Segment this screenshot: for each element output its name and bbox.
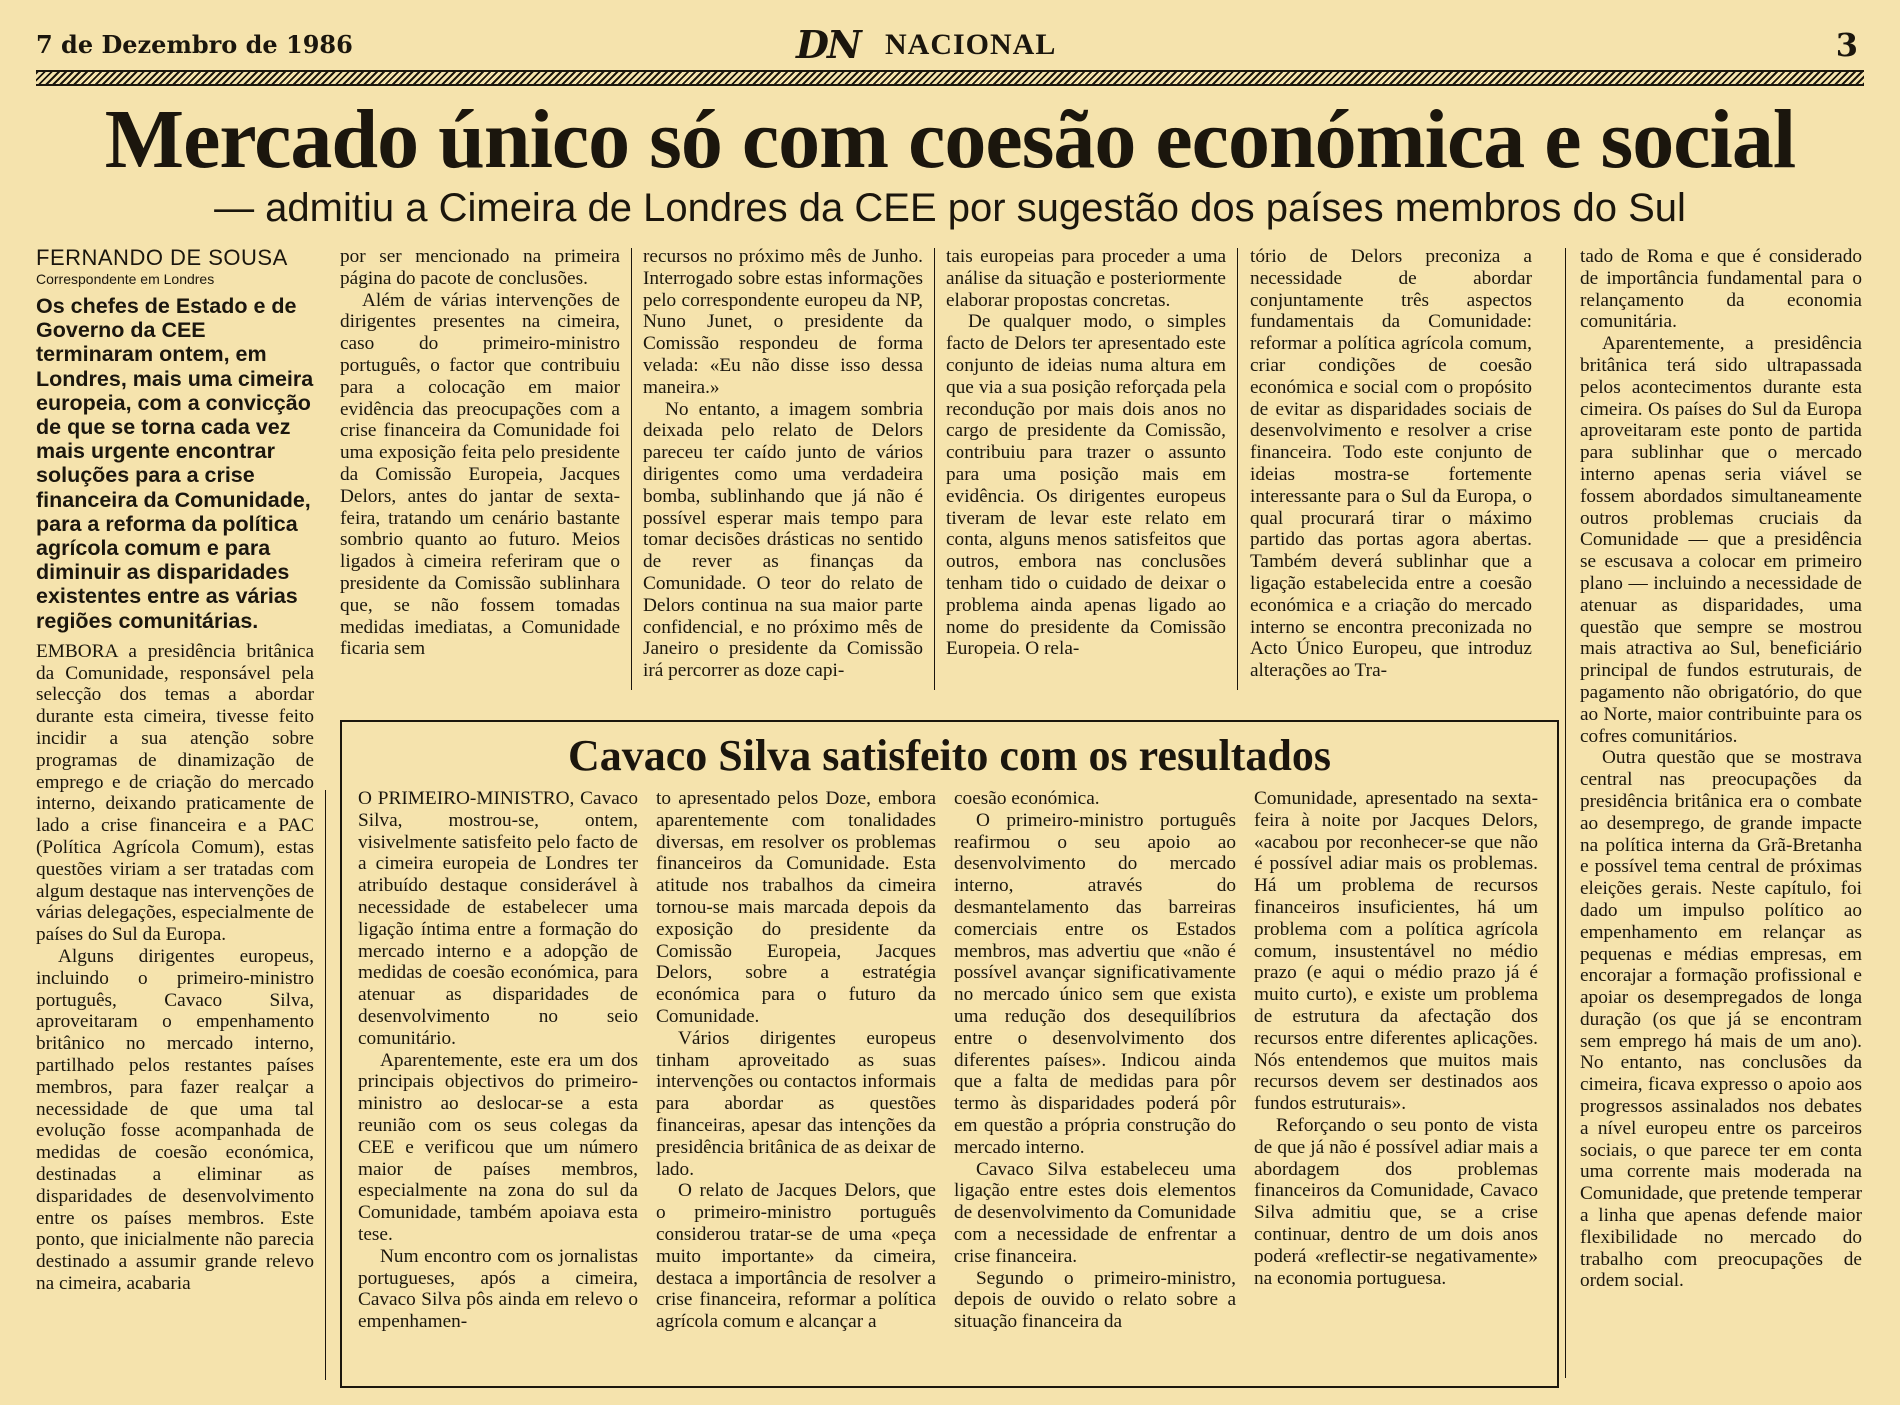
article-column-2 [340,246,620,696]
sidebar-title: Cavaco Silva satisfeito com os resultados [567,731,1332,780]
paragraph: Aparentemente, a presidência britânica terá sido ultrapassada pelos acontecimentos durante esta cimeira. Os países do Sul da Europa aproveitaram este ponto de partida para sublinhar que o mercado interno apenas seria viável se fossem abordados simultaneamente outros problemas cruciais da Comunidade — que a presidência se escusava a colocar em primeiro plano — incluindo a necessidade de atenuar as disparidades, uma questão que sempre se mostrou mais atractiva ao Sul, beneficiário principal de fundos estruturais, de pagamento não obrigatório, do que ao Norte, maior contribuinte para os cofres comunitários. [1580,333,1862,747]
column-divider [1237,248,1238,690]
paragraph: O PRIMEIRO-MINISTRO, Cavaco Silva, mostrou-se, ontem, visivelmente satisfeito pelo facto de a cimeira europeia de Londres ter atribuído destaque considerável à necessidade de estabelecer uma ligação íntima entre a formação do mercado interno e a adopção de medidas de coesão económica, para atenuar as disparidades de desenvolvimento no seio comunitário. [358,788,638,1049]
paragraph: Num encontro com os jornalistas portugueses, após a cimeira, Cavaco Silva pôs ainda em relevo o empenhamen- [358,1245,638,1333]
article-column-1 [36,246,314,1386]
column-divider [631,248,632,690]
page-number: 3 [1835,26,1858,64]
paragraph: tado de Roma e que é considerado de importância fundamental para o relançamento da economia comunitária. [1580,246,1862,333]
masthead-logo: DN [796,22,860,67]
paragraph: Reforçando o seu ponto de vista de que já não é possível adiar mais a abordagem dos problemas financeiros da Comunidade, Cavaco Silva admitiu que, se a crise continuar, dentro de um dois anos poderá «reflectir-se negativamente» na economia portuguesa. [1254,1114,1538,1289]
paragraph: tório de Delors preconiza a necessidade de abordar conjuntamente três aspectos fundamentais da Comunidade: reformar a política agrícola comum, criar condições de coesão económica e social com o propósito de evitar as disparidades sociais de desenvolvimento e resolver a crise financeira. Todo este conjunto de ideias mostra-se fortemente interessante para o Sul da Europa, o qual procurará tirar o máximo partido das portas agora abertas. Também deverá sublinhar que a ligação estabelecida entre a coesão económica e a criação do mercado interno se encontra preconizada no Acto Único Europeu, que introduz alterações ao Tra- [1250,246,1532,682]
sidebar-box [340,720,1559,1388]
paragraph: coesão económica. [954,788,1100,809]
column-divider [934,248,935,690]
byline: FERNANDO DE SOUSA [36,246,288,270]
correspondent-label: Correspondente em Londres [36,271,215,287]
article-column-4 [946,246,1226,696]
paragraph: Alguns dirigentes europeus, incluindo o primeiro-ministro português, Cavaco Silva, aproveitaram o empenhamento britânico no mercado interno, partilhado pelos restantes países membros, para fazer realçar a necessidade de que uma tal evolução fosse acompanhada de medidas de coesão económica, destinadas a eliminar as disparidades de desenvolvimento entre os países membros. Este ponto, que inicialmente não parecia destinado a assumir grande relevo na cimeira, acabaria [36,946,314,1294]
issue-date: 7 de Dezembro de 1986 [36,30,353,59]
paragraph: por ser mencionado na primeira página do pacote de conclusões. [340,246,620,289]
article-column-6 [1580,246,1862,1386]
paragraph: Cavaco Silva estabeleceu uma ligação entre estes dois elementos de desenvolvimento da Comunidade com a necessidade de enfrentar a crise financeira. [954,1158,1236,1267]
column-divider [325,790,326,1380]
paragraph: De qualquer modo, o simples facto de Delors ter apresentado este conjunto de ideias numa altura em que via a sua posição reforçada pela recondução por mais dois anos no cargo de presidente da Comissão, contribuiu para trazer o assunto para uma posição mais em evidência. Os dirigentes europeus tiveram de levar este relato em conta, alguns menos satisfeitos que outros, embora nas conclusões tenham tido o cuidado de deixar o problema ainda apenas ligado ao nome do presidente da Comissão Europeia. O rela- [946,311,1226,660]
lead-paragraph: Os chefes de Estado e de Governo da CEE terminaram ontem, em Londres, mais uma cimeira europeia, com a convicção de que se torna cada vez mais urgente encontrar soluções para a crise financeira da Comunidade, para a reforma da política agrícola comum e para diminuir as disparidades existentes entre as várias regiões comunitárias. [36,294,314,633]
paragraph: O relato de Jacques Delors, que o primeiro-ministro português considerou tratar-se de uma «peça muito importante» da cimeira, destaca a importância de resolver a crise financeira, reformar a política agrícola comum e alcançar a [656,1180,936,1333]
paragraph: Vários dirigentes europeus tinham aproveitado as suas intervenções ou contactos informais para abordar as questões financeiras, apesar das intenções da presidência britânica de as deixar de lado. [656,1027,936,1180]
sidebar-column-1 [358,788,638,1378]
paragraph: Segundo o primeiro-ministro, depois de ouvido o relato sobre a situação financeira da [954,1267,1236,1333]
section-name: NACIONAL [885,28,1057,61]
sidebar-column-4 [1254,788,1538,1378]
article-column-3 [643,246,923,696]
sidebar-column-3 [954,788,1236,1378]
paragraph: No entanto, a imagem sombria deixada pelo relato de Delors pareceu ter caído junto de vários dirigentes como uma verdadeira bomba, sublinhando que já não é possível esperar mais tempo para tomar decisões drásticas no sentido de rever as finanças da Comunidade. O teor do relato de Delors continua na sua maior parte confidencial, e no próximo mês de Janeiro o presidente da Comissão irá percorrer as doze capi- [643,398,923,682]
paragraph: Além de várias intervenções de dirigentes presentes na cimeira, caso do primeiro-ministro português, o factor que contribuiu para a colocação em maior evidência das preocupações com a crise financeira da Comunidade foi uma exposição feita pelo presidente da Comissão Europeia, Jacques Delors, antes do jantar de sexta-feira, tratando um cenário bastante sombrio quanto ao futuro. Meios ligados à cimeira referiram que o presidente da Comissão sublinhara que, se não fossem tomadas medidas imediatas, a Comunidade ficaria sem [340,289,620,660]
paragraph: tais europeias para proceder a uma análise da situação e posteriormente elaborar propostas concretas. [946,246,1226,311]
paragraph: Outra questão que se mostrava central nas preocupações da presidência britânica era o combate ao desemprego, de grande impacte na política interna da Grã-Bretanha e possível tema central de próximas eleições gerais. Neste capítulo, foi dado um impulso político ao empenhamento em relançar as pequenas e médias empresas, em encorajar a formação profissional e apoiar os desempregados de longa duração (os que já se encontram sem emprego há mais de um ano). No entanto, nas conclusões da cimeira, ficava expresso o apoio aos progressos assinalados nos debates a nível europeu entre os parceiros sociais, o que parece ter em conta uma corrente mais moderada na Comunidade, que pretende temperar a linha que apenas defende maior flexibilidade no mercado do trabalho com preocupações de ordem social. [1580,747,1862,1292]
paragraph: EMBORA a presidência britânica da Comunidade, responsável pela selecção dos temas a abordar durante esta cimeira, tivesse feito incidir a sua atenção sobre programas de dinamização de emprego e de criação do mercado interno, deixando praticamente de lado a crise financeira e a PAC (Política Agrícola Comum), estas questões viriam a ser tratadas com algum destaque nas intervenções de várias delegações, especialmente de países do Sul da Europa. [36,640,314,946]
column-divider [1565,248,1566,1378]
headline: Mercado único só com coesão económica e social [104,93,1796,186]
header-rule [36,70,1864,86]
paragraph: Aparentemente, este era um dos principais objectivos do primeiro-ministro ao deslocar-se a esta reunião com os seus colegas da CEE e verificou que um número maior de países membros, especialmente na zona do sul da Comunidade, também apoiava esta tese. [358,1049,638,1245]
sidebar-column-2 [656,788,936,1378]
subheadline: — admitiu a Cimeira de Londres da CEE por sugestão dos países membros do Sul [214,186,1686,230]
paragraph: O primeiro-ministro português reafirmou o seu apoio ao desenvolvimento do mercado interno, através do desmantelamento das barreiras comerciais entre os Estados membros, mas advertiu que «não é possível avançar significativamente no mercado único sem que exista uma redução dos desequilíbrios entre o desenvolvimento dos diferentes países». Indicou ainda que a falta de medidas para pôr termo às disparidades poderá pôr em questão a própria construção do mercado interno. [954,809,1236,1158]
paragraph: Comunidade, apresentado na sexta-feira à noite por Jacques Delors, «acabou por reconhecer-se que não é possível adiar mais os problemas. Há um problema de recursos financeiros insuficientes, há um problema com a política agrícola comum, insustentável no médio prazo (e aqui o médio prazo já é muito curto), e existe um problema de estrutura da afectação dos recursos entre diferentes aplicações. Nós entendemos que muitos mais recursos devem ser destinados aos fundos estruturais». [1254,788,1538,1115]
paragraph: to apresentado pelos Doze, embora aparentemente com tonalidades diversas, em resolver os problemas financeiros da Comunidade. Esta atitude nos trabalhos da cimeira tornou-se mais marcada depois da exposição do presidente da Comissão Europeia, Jacques Delors, sobre a estratégia económica para o futuro da Comunidade. [656,788,936,1027]
paragraph: recursos no próximo mês de Junho. Interrogado sobre estas informações pelo correspondente europeu da NP, Nuno Junet, o presidente da Comissão respondeu de forma velada: «Eu não disse isso dessa maneira.» [643,246,923,398]
article-column-5 [1250,246,1532,696]
